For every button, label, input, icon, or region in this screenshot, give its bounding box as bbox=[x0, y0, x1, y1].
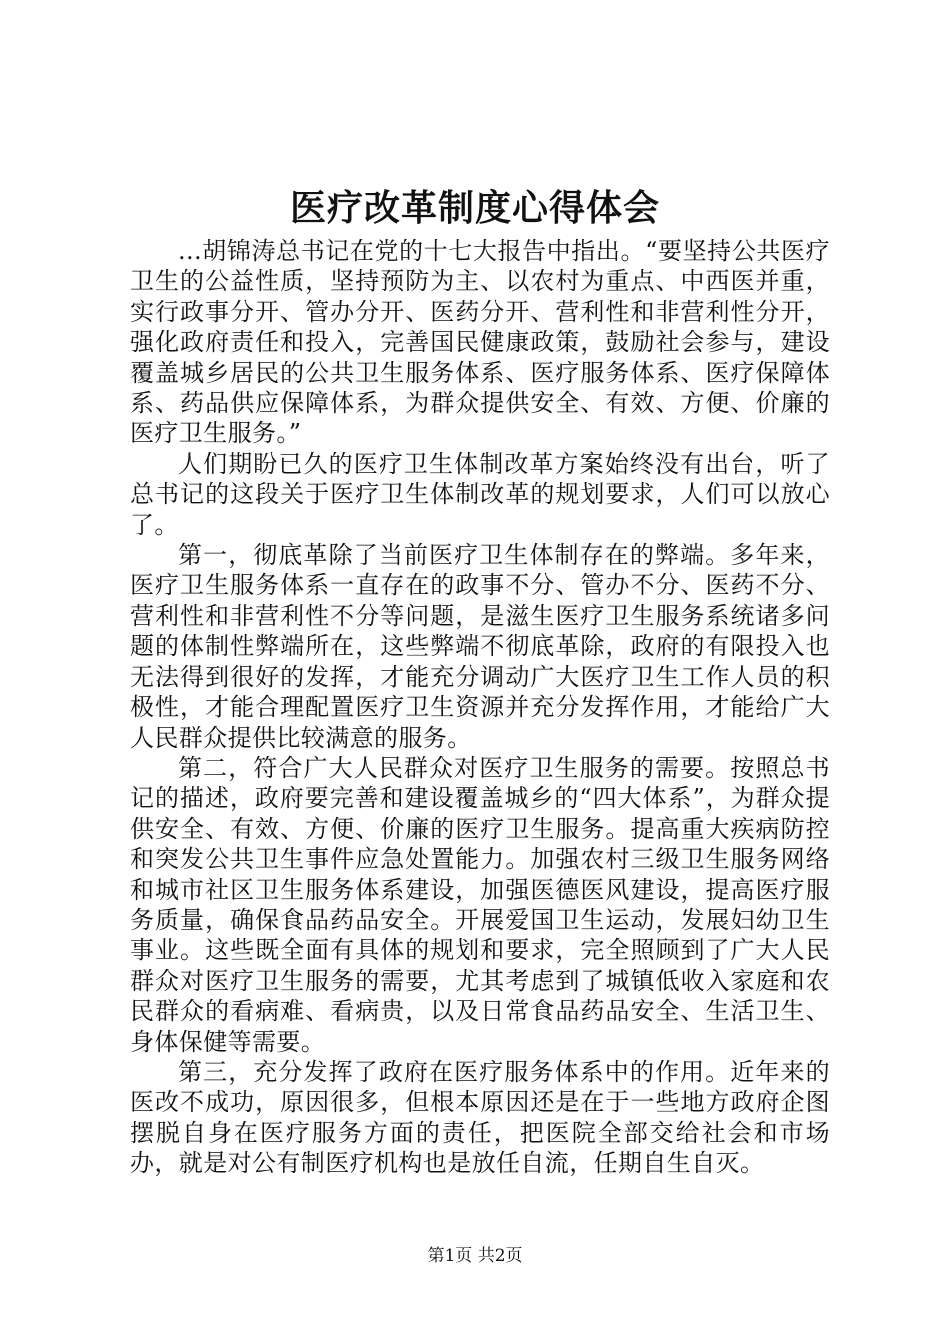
document-title: 医疗改革制度心得体会 bbox=[289, 187, 660, 229]
document-body bbox=[130, 236, 830, 1179]
paragraph-point-one: 第一，彻底革除了当前医疗卫生体制存在的弊端。多年来，医疗卫生服务体系一直存在的政事不分、管办不分、医药不分、营利性和非营利性不分等问题，是滋生医疗卫生服务系统诸多问题的体制性弊端所在，这些弊端不彻底革除，政府的有限投入也无法得到很好的发挥，才能充分调动广大医疗卫生工作人员的积极性，才能合理配置医疗卫生资源并充分发挥作用，才能给广大人民群众提供比较满意的服务。 bbox=[130, 541, 830, 752]
paragraph-point-three: 第三，充分发挥了政府在医疗服务体系中的作用。近年来的医改不成功，原因很多，但根本原因还是在于一些地方政府企图摆脱自身在医疗服务方面的责任，把医院全部交给社会和市场办，就是对公有制医疗机构也是放任自流，任期自生自灭。 bbox=[130, 1057, 830, 1178]
paragraph-intro-quote: ...胡锦涛总书记在党的十七大报告中指出。“要坚持公共医疗卫生的公益性质，坚持预防为主、以农村为重点、中西医并重，实行政事分开、管办分开、医药分开、营利性和非营利性分开，强化政府责任和投入，完善国民健康政策，鼓励社会参与，建设覆盖城乡居民的公共卫生服务体系、医疗服务体系、医疗保障体系、药品供应保障体系，为群众提供安全、有效、方便、价廉的医疗卫生服务。” bbox=[130, 237, 830, 448]
paragraph-expectation: 人们期盼已久的医疗卫生体制改革方案始终没有出台，听了总书记的这段关于医疗卫生体制改革的规划要求，人们可以放心了。 bbox=[130, 449, 830, 539]
paragraph-point-two: 第二，符合广大人民群众对医疗卫生服务的需要。按照总书记的描述，政府要完善和建设覆盖城乡的“四大体系”，为群众提供安全、有效、方便、价廉的医疗卫生服务。提高重大疾病防控和突发公共卫生事件应急处置能力。加强农村三级卫生服务网络和城市社区卫生服务体系建设，加强医德医风建设，提高医疗服务质量，确保食品药品安全。开展爱国卫生运动，发展妇幼卫生事业。这些既全面有具体的规划和要求，完全照顾到了广大人民群众对医疗卫生服务的需要，尤其考虑到了城镇低收入家庭和农民群众的看病难、看病贵，以及日常食品药品安全、生活卫生、身体保健等需要。 bbox=[130, 753, 830, 1056]
page-number-footer: 第1页 共2页 bbox=[427, 1246, 523, 1266]
